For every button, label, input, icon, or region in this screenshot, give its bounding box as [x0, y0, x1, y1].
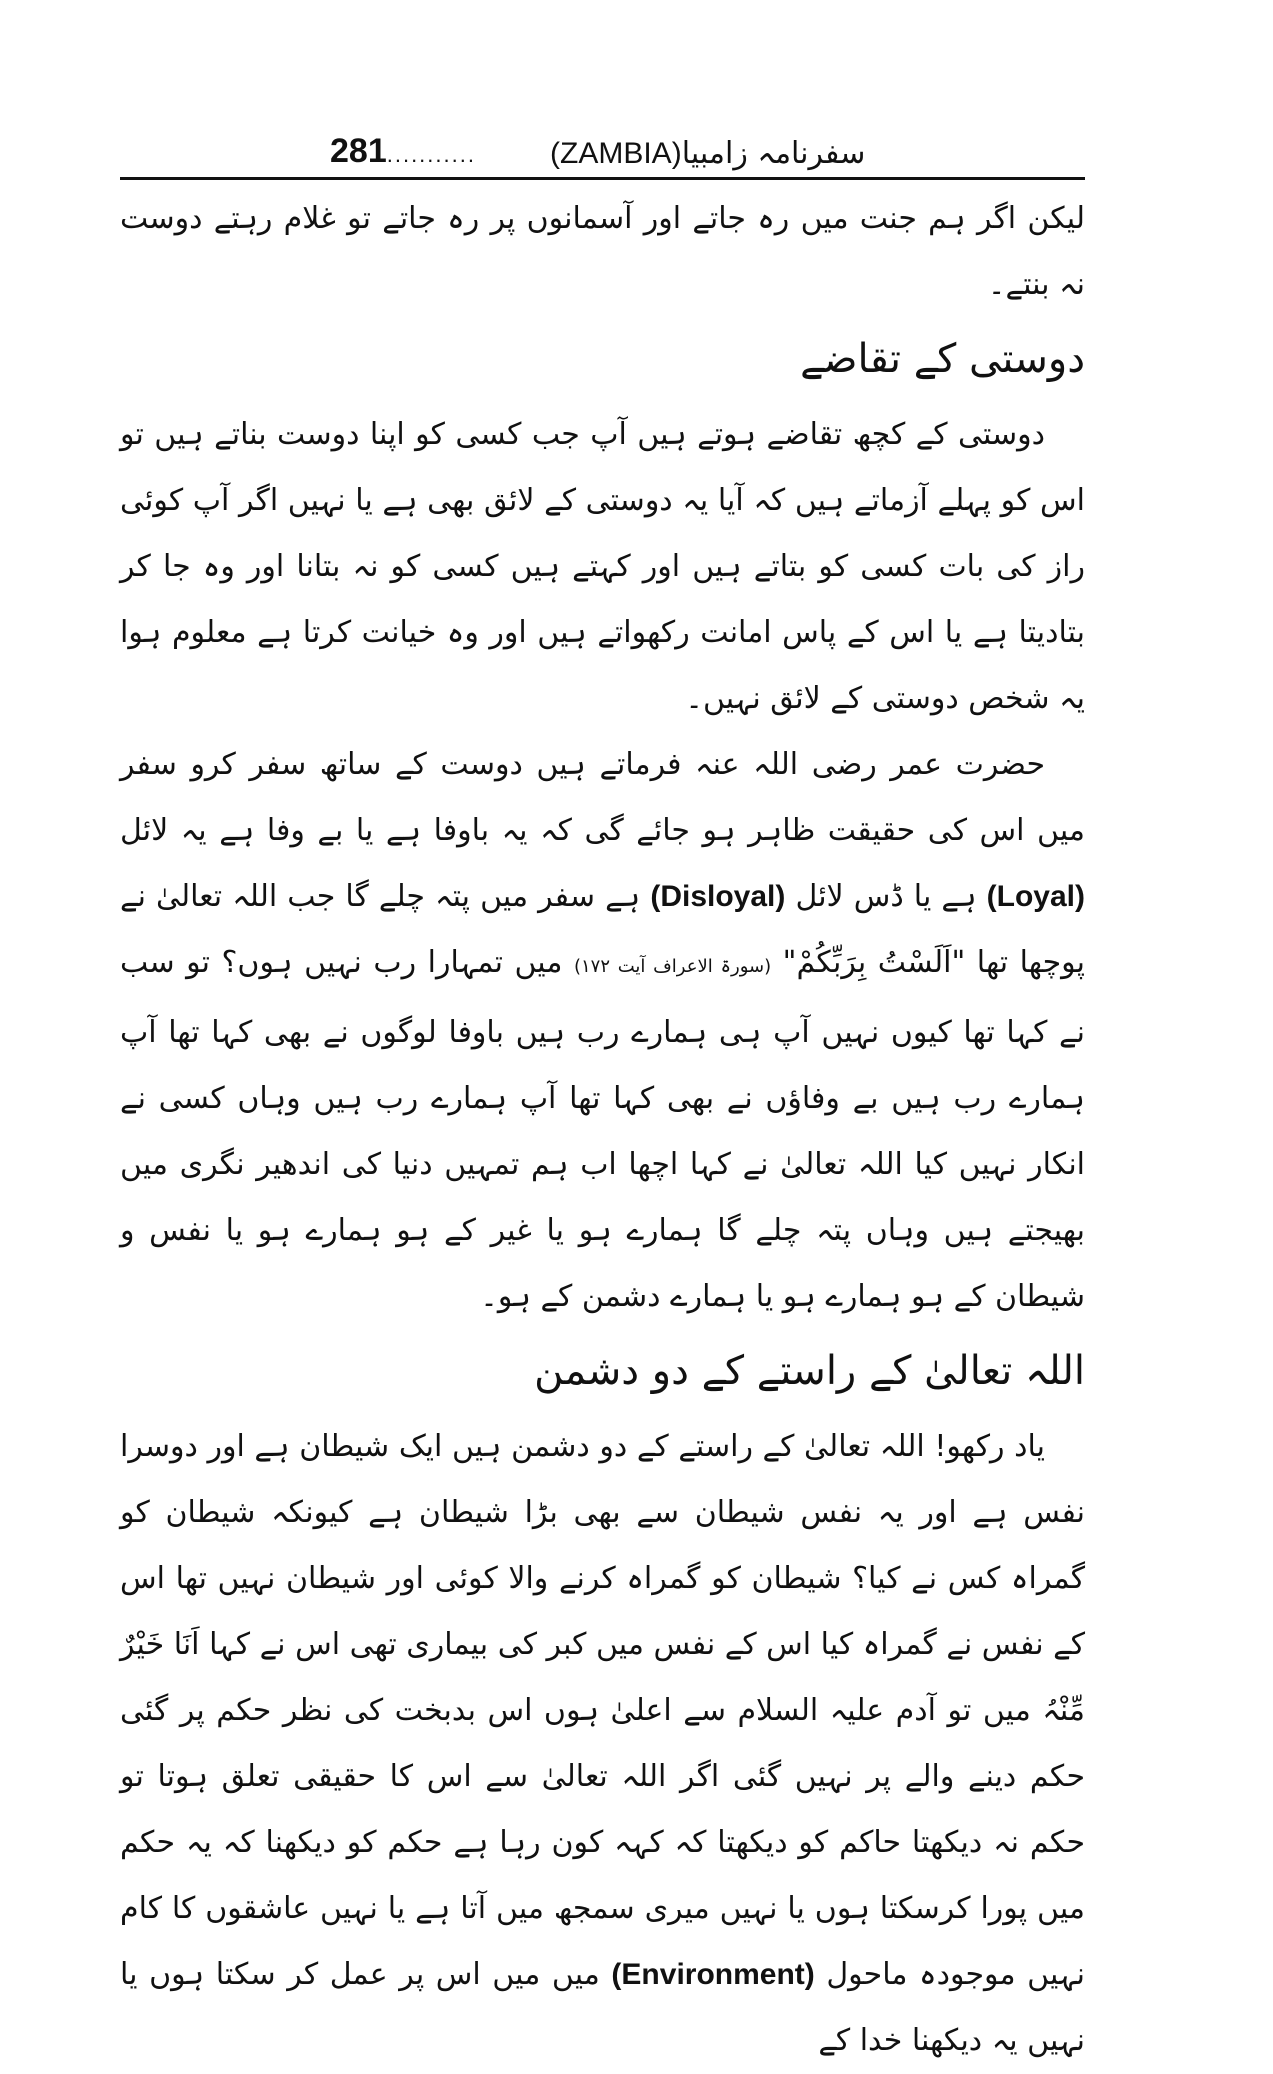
paragraph-3-part-d: میں تمہارا رب نہیں ہوں؟ تو سب نے کہا تھا کیوں نہیں آپ ہی ہمارے رب ہیں باوفا لوگوں نے بھی کہا تھا آپ ہمارے رب ہیں بے وفاؤں نے بھی کہا تھا آپ ہمارے رب ہیں وہاں کسی نے انکار نہیں کیا اللہ تعالیٰ نے کہا اچھا اب ہم تمہیں دنیا کی اندھیر نگری میں بھیجتے ہیں وہاں پتہ چلے گا ہمارے ہو یا غیر کے ہو ہمارے ہو یا نفس و شیطان کے ہو ہمارے ہو یا ہمارے دشمن کے ہو۔	[120, 945, 1085, 1314]
paragraph-3	[120, 732, 1085, 1330]
paragraph-1: لیکن اگر ہم جنت میں رہ جاتے اور آسمانوں پر رہ جاتے تو غلام رہتے دوست نہ بنتے۔	[120, 201, 1085, 302]
term-environment: (Environment)	[611, 1958, 815, 1991]
page-header	[120, 120, 1085, 180]
header-dots: ...........	[386, 142, 476, 167]
heading-two-enemies: اللہ تعالیٰ کے راستے کے دو دشمن	[534, 1348, 1085, 1394]
running-title-urdu: سفرنامہ زامبیا	[681, 136, 866, 171]
book-page	[120, 120, 1086, 2058]
paragraph-3-part-c: ہے سفر میں پتہ چلے گا جب اللہ تعالیٰ نے پوچھا تھا "اَلَسْتُ بِرَبِّکُمْ"	[120, 879, 1086, 980]
term-loyal: (Loyal)	[986, 880, 1085, 913]
heading-friendship-demands: دوستی کے تقاضے	[800, 336, 1085, 382]
page-content	[120, 186, 1085, 2074]
paragraph-4-part-b: میں میں اس پر عمل کر سکتا ہوں یا نہیں یہ دیکھنا خدا کے	[120, 1957, 1085, 2058]
paragraph-3-part-a: حضرت عمر رضی اللہ عنہ فرماتے ہیں دوست کے ساتھ سفر کرو سفر میں اس کی حقیقت ظاہر ہو جائے گی کہ یہ باوفا ہے یا بے وفا ہے یہ لائل	[120, 747, 1085, 848]
paragraph-2: دوستی کے کچھ تقاضے ہوتے ہیں آپ جب کسی کو اپنا دوست بناتے ہیں تو اس کو پہلے آزماتے ہیں کہ آیا یہ دوستی کے لائق بھی ہے یا نہیں اگر آپ کوئی راز کی بات کسی کو بتاتے ہیں اور کہتے ہیں کسی کو نہ بتانا اور وہ جا کر بتادیتا ہے یا اس کے پاس امانت رکھواتے ہیں اور وہ خیانت کرتا ہے معلوم ہوا یہ شخص دوستی کے لائق نہیں۔	[120, 417, 1085, 716]
paragraph-4-part-a: یاد رکھو! اللہ تعالیٰ کے راستے کے دو دشمن ہیں ایک شیطان ہے اور دوسرا نفس ہے اور یہ نفس شیطان سے بھی بڑا شیطان ہے کیونکہ شیطان کو گمراہ کس نے کیا؟ شیطان کو گمراہ کرنے والا کوئی اور شیطان نہیں تھا اس کے نفس نے گمراہ کیا اس کے نفس میں کبر کی بیماری تھی اس نے کہا اَنَا خَیْرٌ مِّنْہُ میں تو آدم علیہ السلام سے اعلیٰ ہوں اس بدبخت کی نظر حکم پر گئی حکم دینے والے پر نہیں گئی اگر اللہ تعالیٰ سے اس کا حقیقی تعلق ہوتا تو حکم نہ دیکھتا حاکم کو دیکھتا کہ کہہ کون رہا ہے حکم کو دیکھنا کہ یہ حکم میں پورا کرسکتا ہوں یا نہیں میری سمجھ میں آتا ہے یا نہیں عاشقوں کا کام نہیں موجودہ ماحول	[120, 1429, 1085, 1992]
term-disloyal: (Disloyal)	[650, 880, 786, 913]
quran-reference: (سورۃ الاعراف آیت ۱۷۲)	[573, 956, 772, 977]
page-number-value: 281	[330, 132, 387, 170]
paragraph-4	[120, 1414, 1085, 2074]
running-title-latin: (ZAMBIA)	[550, 137, 682, 170]
page-number	[330, 132, 476, 171]
running-title	[550, 136, 865, 171]
paragraph-3-part-b: ہے یا ڈس لائل	[795, 879, 977, 914]
